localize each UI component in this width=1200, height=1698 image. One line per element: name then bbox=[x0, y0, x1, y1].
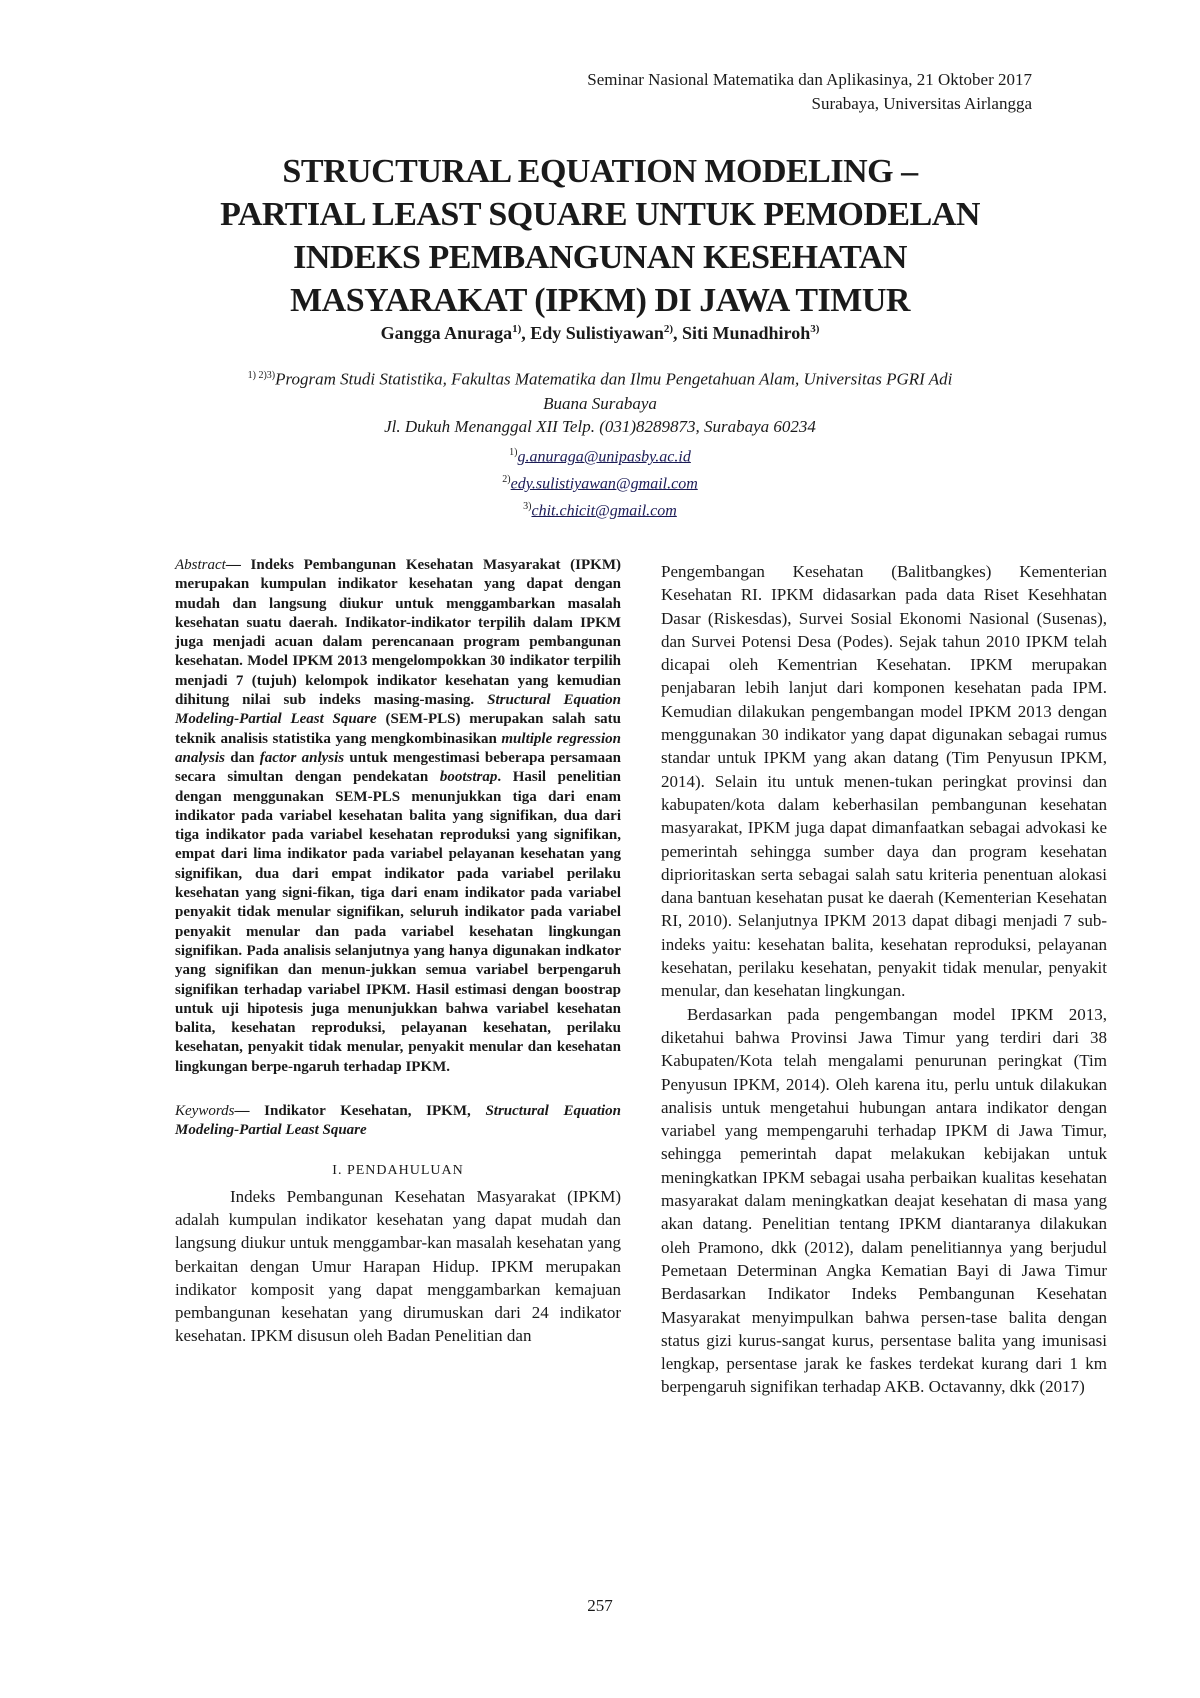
email-2-mark: 2) bbox=[502, 474, 511, 485]
title-line-4: MASYARAKAT (IPKM) DI JAWA TIMUR bbox=[290, 282, 910, 319]
affiliation bbox=[180, 364, 1020, 416]
abstract-text: untuk mengestimasi beberapa persamaan secara simultan dengan pendekatan bbox=[175, 749, 621, 786]
right-paragraph-1: Pengembangan Kesehatan (Balitbangkes) Kementerian Kesehatan RI. IPKM didasarkan pada data Riset Kesehhatan Dasar (Riskesdas), Survei Sosial Ekonomi Nasional (Susenas), dan Survei Potensi Desa (Podes). Sejak tahun 2010 IPKM telah dicapai oleh Kementrian Kesehatan. IPKM merupakan penjabaran lebih lanjut dari komponen kesehatan pada IPM. Kemudian dilakukan pengembangan model IPKM 2013 dengan menggunakan 30 indikator yang dapat digunakan sebagai rumus standar untuk IPKM yang akan datang (Tim Penyusun IPKM, 2014). Selain itu untuk menen-tukan peringkat provinsi dan kabupaten/kota dalam keberhasilan pembangunan kesehatan masyarakat, IPKM juga dapat dimanfaatkan sebagai advokasi ke pemerintah sehingga sumber daya dan program kesehatan diprioritaskan serta sebagai salah satu kriteria penentuan alokasi dana bantuan kesehatan pusat ke daerah (Kementerian Kesehatan RI, 2010). Selanjutnya IPKM 2013 dapat dibagi menjadi 7 sub-indeks yaitu: kesehatan balita, kesehatan reproduksi, pelayanan kesehatan, perilaku kesehatan, penyakit tidak menular, penyakit menular, dan kesehatan lingkungan. bbox=[661, 562, 1107, 1001]
title-line-2: PARTIAL LEAST SQUARE UNTUK PEMODELAN bbox=[220, 196, 980, 233]
affiliation-mark: 1) 2)3) bbox=[247, 370, 276, 381]
address: Jl. Dukuh Menanggal XII Telp. (031)8289873, Surabaya 60234 bbox=[384, 417, 816, 436]
abstract-term: multiple regression analysis bbox=[175, 730, 621, 766]
page-number: 257 bbox=[587, 1596, 613, 1615]
abstract-text: (SEM-PLS) merupakan salah satu teknik analisis statistika yang mengkombinasikan bbox=[175, 711, 621, 747]
author-separator: , bbox=[521, 323, 531, 343]
author-1-mark: 1) bbox=[512, 323, 522, 335]
email-3-mark: 3) bbox=[523, 501, 532, 512]
abstract-text: Indeks Pembangunan Kesehatan Masyarakat (IPKM) merupakan kumpulan indikator kesehatan yang dapat dengan mudah dan langsung diukur untuk menggambarkan masalah kesehatan suatu daerah. Indikator-indikator terpilih dalam IPKM juga menjadi acuan dalam perencanaan program pembangunan kesehatan. Model IPKM 2013 mengelompokkan 30 indikator terpilih menjadi 7 (tujuh) kelompok indikator kesehatan yang kemudian dihitung nilai sub indeks masing-masing. bbox=[175, 557, 622, 709]
affiliation-line-2: Buana Surabaya bbox=[543, 393, 657, 413]
abstract-term: factor anlysis bbox=[259, 749, 345, 766]
abstract bbox=[175, 556, 621, 1077]
header-location: Surabaya, Universitas Airlangga bbox=[811, 94, 1032, 113]
author-2: Edy Sulistiyawan bbox=[530, 323, 664, 343]
title-line-1: STRUCTURAL EQUATION MODELING – bbox=[282, 153, 918, 190]
left-column bbox=[175, 556, 621, 1348]
right-paragraph-2: Berdasarkan pada pengembangan model IPKM 2013, diketahui bahwa Provinsi Jawa Timur yang terdiri dari 38 Kabupaten/Kota telah mengalami penurunan peringkat (Tim Penyusun IPKM, 2014). Oleh karena itu, perlu untuk dilakukan analisis untuk mengetahui hubungan antara indikator dengan variabel yang mempengaruhi terhadap IPKM di Jawa Timur, sehingga pemerintah dapat melakukan kebijakan untuk meningkatkan IPKM sebagai usaha perbaikan kualitas kesehatan masyarakat dalam meningkatkan deajat kesehatan di masa yang akan datang. Penelitian tentang IPKM diantaranya dilakukan oleh Pramono, dkk (2012), dalam penelitiannya yang berjudul Pemetaan Determinan Angka Kematian Bayi di Jawa Timur Berdasarkan Indikator Indeks Pembangunan Kesehatan Masyarakat menyimpulkan bahwa persen-tase balita dengan status gizi kurus-sangat kurus, persentase balita yang imunisasi lengkap, persentase jarak ke faskes terdekat kurang dari 1 km berpengaruh signifikan terhadap AKB. Octavanny, dkk (2017) bbox=[661, 1004, 1107, 1397]
author-2-mark: 2) bbox=[663, 323, 674, 335]
abstract-dash: — bbox=[225, 557, 251, 573]
keywords bbox=[175, 1102, 621, 1141]
abstract-text: dan bbox=[225, 749, 260, 766]
email-3-link[interactable]: chit.chicit@gmail.com bbox=[531, 502, 677, 520]
author-3: Siti Munadhiroh bbox=[682, 323, 811, 343]
author-list bbox=[150, 323, 1050, 344]
title-line-3: INDEKS PEMBANGUNAN KESEHATAN bbox=[293, 239, 907, 276]
paper-title bbox=[150, 150, 1050, 322]
author-1: Gangga Anuraga bbox=[380, 323, 513, 343]
author-separator: , bbox=[673, 323, 683, 343]
email-1-link[interactable]: g.anuraga@unipasby.ac.id bbox=[517, 448, 691, 466]
abstract-text: . Hasil penelitian dengan menggunakan SEM-PLS menunjukkan tiga dari enam indikator pada variabel kesehatan balita yang signifikan, dua dari tiga indikator pada variabel kesehatan reproduksi yang signifikan, empat dari lima indikator pada variabel pelayanan kesehatan yang signifikan, dua dari empat indikator pada variabel perilaku kesehatan yang signi-fikan, tiga dari enam indikator pada variabel penyakit tidak menular signifikan, seluruh indikator pada variabel penyakit menular dan pada variabel kesehatan lingkungan signifikan. Pada analisis selanjutnya yang hanya digunakan indkator yang signifikan dan menun-jukkan semua variabel berpengaruh signifikan terhadap variabel IPKM. Hasil estimasi dengan boostrap untuk uji hipotesis juga menunjukkan bahwa variabel kesehatan balita, kesehatan reproduksi, pelayanan kesehatan, perilaku kesehatan, penyakit tidak menular, penyakit menular dan kesehatan lingkungan berpe-ngaruh terhadap IPKM. bbox=[175, 769, 621, 1075]
section-heading: I. PENDAHULUAN bbox=[332, 1162, 464, 1178]
right-column bbox=[661, 560, 1107, 1399]
email-1 bbox=[150, 447, 1050, 466]
email-2 bbox=[150, 474, 1050, 493]
abstract-term: Structural Equation Modeling-Partial Least Square bbox=[175, 692, 621, 728]
intro-paragraph: Indeks Pembangunan Kesehatan Masyarakat (IPKM) adalah kumpulan indikator kesehatan yang dapat mudah dan langsung diukur untuk menggambar-kan masalah kesehatan yang berkaitan dengan Umur Harapan Hidup. IPKM merupakan indikator komposit yang dapat menggambarkan kemajuan pembangunan kesehatan yang dirumuskan dari 24 indikator kesehatan. IPKM disusun oleh Badan Penelitian dan bbox=[175, 1186, 621, 1346]
email-1-mark: 1) bbox=[509, 447, 518, 458]
keywords-text: Indikator Kesehatan, IPKM, bbox=[264, 1103, 486, 1120]
abstract-label: Abstract bbox=[175, 557, 226, 573]
email-3 bbox=[150, 501, 1050, 520]
keywords-label: Keywords bbox=[175, 1103, 235, 1120]
keywords-term: Structural Equation Modeling-Partial Least Square bbox=[175, 1103, 622, 1139]
keywords-dash: — bbox=[234, 1103, 265, 1120]
running-header bbox=[587, 68, 1032, 116]
header-conference: Seminar Nasional Matematika dan Aplikasinya, 21 Oktober 2017 bbox=[587, 70, 1032, 89]
email-2-link[interactable]: edy.sulistiyawan@gmail.com bbox=[510, 475, 698, 493]
abstract-term: bootstrap bbox=[439, 769, 498, 786]
affiliation-line-1: Program Studi Statistika, Fakultas Matematika dan Ilmu Pengetahuan Alam, Universitas PGRI Adi bbox=[275, 369, 953, 389]
author-3-mark: 3) bbox=[810, 323, 820, 335]
